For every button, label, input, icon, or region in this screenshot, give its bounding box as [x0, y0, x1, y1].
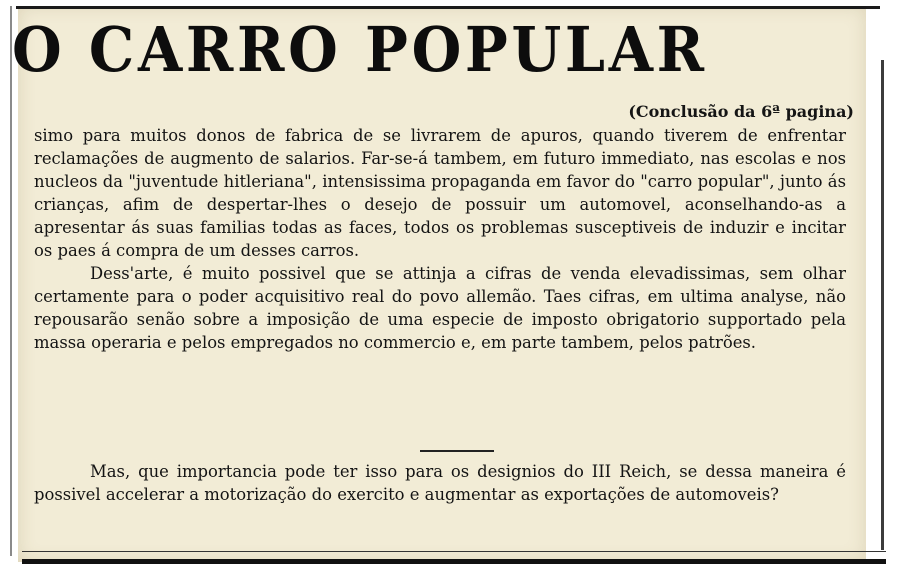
left-rule [10, 6, 12, 556]
bottom-rule [22, 559, 886, 564]
paragraph-1: simo para muitos donos de fabrica de se livrarem de apuros, quando tiverem de enfrentar reclamações de augmento de salarios. Far-se-á tambem, em futuro immediato, nas escolas e nos nucleos da "juventude hitleriana", intensissima propaganda em favor do "carro popular", junto ás crianças, afim de despertar-lhes o desejo de possuir um automovel, aconselhando-as a apresentar ás suas familias todas as faces, todos os problemas susceptiveis de induzir e incitar os paes á compra de um desses carros. [34, 126, 846, 260]
article-body [34, 124, 846, 354]
headline: O CARRO POPULAR [12, 13, 708, 86]
closing-paragraph: Mas, que importancia pode ter isso para os designios do III Reich, se dessa maneira é possivel accelerar a motorização do exercito e augmentar as exportações de automoveis? [34, 462, 846, 504]
top-rule [16, 6, 880, 9]
continuation-note: (Conclusão da 6ª pagina) [628, 102, 854, 121]
closing-paragraph-block [34, 460, 846, 506]
bottom-thin-rule [22, 551, 886, 552]
paragraph-2: Dess'arte, é muito possivel que se attinja a cifras de venda elevadissimas, sem olhar certamente para o poder acquisitivo real do povo allemão. Taes cifras, em ultima analyse, não repousarão senão sobre a imposição de uma especie de imposto obrigatorio supportado pela massa operaria e pelos empregados no commercio e, em parte tambem, pelos patrões. [34, 264, 846, 352]
right-rule [881, 60, 884, 550]
section-separator [420, 450, 494, 452]
